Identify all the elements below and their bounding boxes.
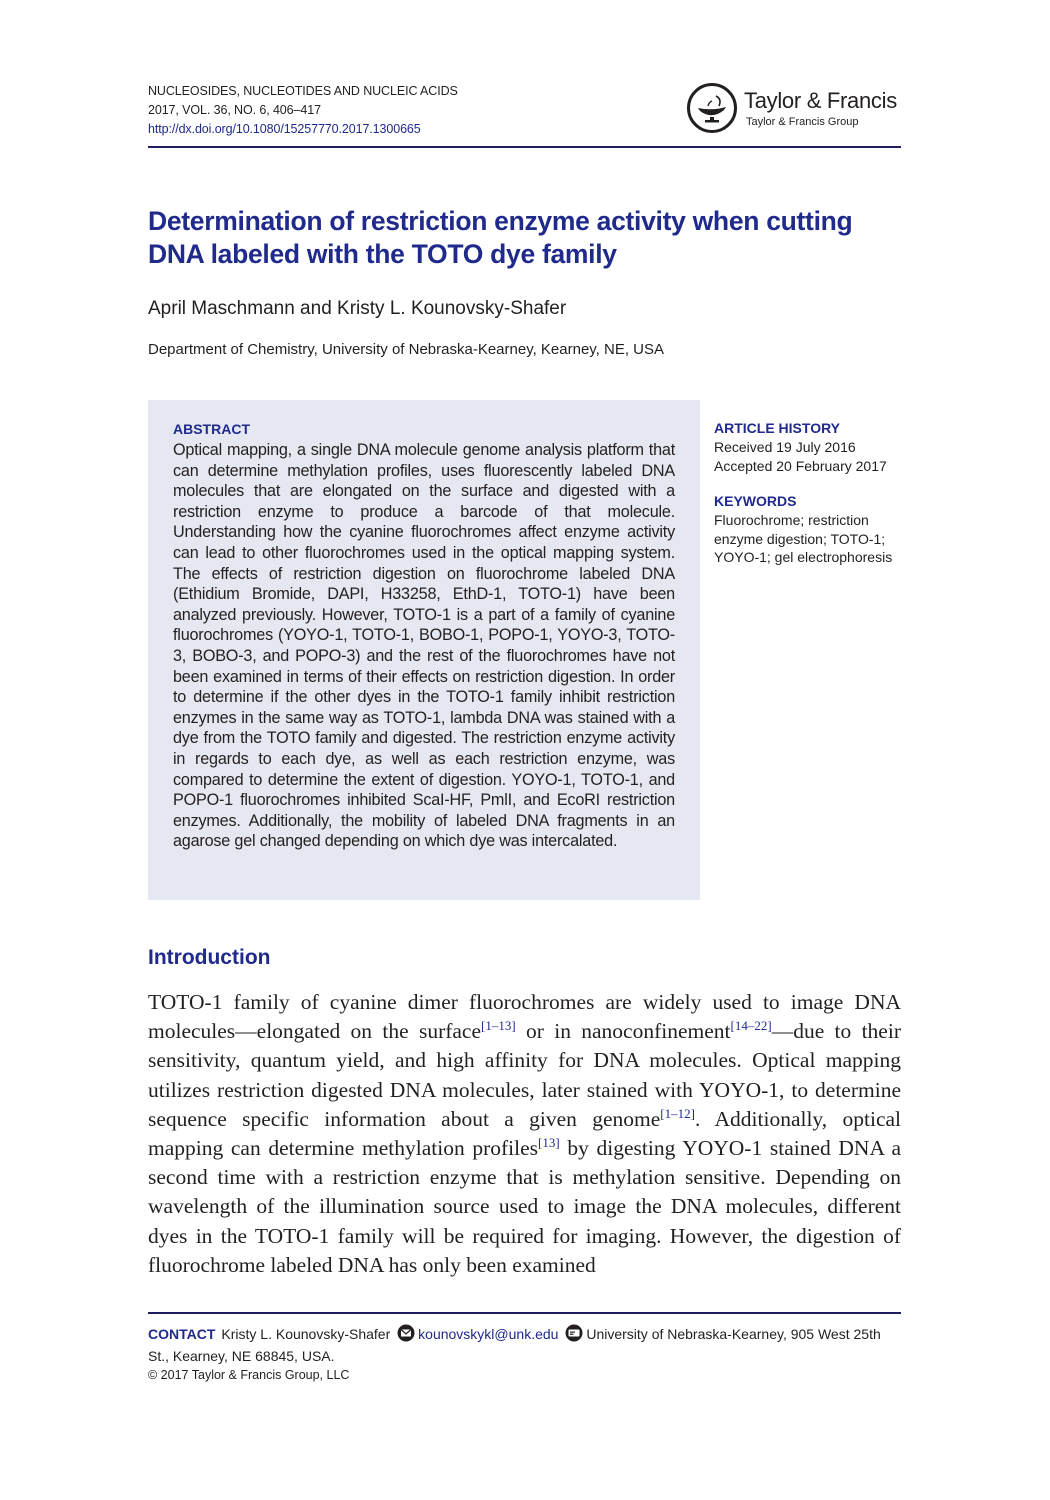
- journal-header: [148, 80, 901, 148]
- publisher-name: Taylor & Francis: [744, 88, 897, 113]
- page: [148, 0, 901, 1500]
- keywords-heading: KEYWORDS: [714, 493, 797, 509]
- author-affiliation: Department of Chemistry, University of Nebraska-Kearney, Kearney, NE, USA: [148, 341, 665, 358]
- abstract-heading: ABSTRACT: [173, 421, 250, 437]
- intro-text-1: TOTO-1 family of cyanine dimer fluorochromes are widely used to image DNA molecules—elongated on the surface: [148, 990, 901, 1044]
- abstract-box: [148, 400, 700, 900]
- intro-text-5: by digesting YOYO-1 stained DNA a second time with a restriction enzyme that is methylation sensitive. Depending on wavelength of the illumination source used to image the DNA molecules, different dyes in the TOTO-1 family will be required for imaging. However, the digestion of fluorochrome labeled DNA has only been examined: [148, 1136, 901, 1277]
- keywords-list: Fluorochrome; restriction enzyme digestion; TOTO-1; YOYO-1; gel electrophoresis: [714, 512, 893, 565]
- doi-link[interactable]: http://dx.doi.org/10.1080/15257770.2017.1300665: [148, 122, 421, 136]
- address-icon: [565, 1324, 583, 1347]
- lamp-emblem-icon: [686, 82, 738, 134]
- intro-text-4: . Additionally, optical mapping can determine methylation profiles: [148, 1106, 901, 1161]
- citation-link[interactable]: [1–13]: [481, 1018, 516, 1034]
- introduction-paragraph: [148, 988, 901, 1280]
- article-sidebar: [714, 420, 904, 567]
- contact-address: University of Nebraska-Kearney, 905 West 25th St., Kearney, NE 68845, USA.: [148, 1326, 881, 1364]
- citation-link[interactable]: [13]: [538, 1135, 560, 1151]
- header-divider: [148, 146, 901, 148]
- article-history-heading: ARTICLE HISTORY: [714, 420, 841, 436]
- email-icon: [397, 1324, 415, 1347]
- article-title: Determination of restriction enzyme activity when cutting DNA labeled with the TOTO dye family: [148, 206, 853, 269]
- journal-name: NUCLEOSIDES, NUCLEOTIDES AND NUCLEIC ACIDS: [148, 84, 458, 98]
- abstract-text: Optical mapping, a single DNA molecule genome analysis platform that can determine methylation profiles, uses fluorescently labeled DNA molecules that are elongated on the surface and digested with a restriction enzyme to produce a barcode of that molecule. Understanding how the cyanine fluorochromes affect enzyme activity can lead to other fluorochromes used in the optical mapping system. The effects of restriction digestion on fluorochrome labeled DNA (Ethidium Bromide, DAPI, H33258, EthD-1, TOTO-1) have been analyzed previously. However, TOTO-1 is a part of a family of cyanine fluorochromes (YOYO-1, TOTO-1, BOBO-1, POPO-1, YOYO-3, TOTO-3, BOBO-3, and POPO-3) and the rest of the fluorochromes have not been examined in terms of their effects on restriction digestion. In order to determine if the other dyes in the TOTO-1 family inhibit restriction enzymes in the same way as TOTO-1, lambda DNA was stained with a dye from the TOTO family and digested. The restriction enzyme activity in regards to each dye, as well as each restriction enzyme, was compared to determine the extent of digestion. YOYO-1, TOTO-1, and POPO-1 fluorochromes inhibited ScaI-HF, PmlI, and EcoRI restriction enzymes. Additionally, the mobility of labeled DNA fragments in an agarose gel changed depending on which dye was intercalated.: [173, 441, 675, 851]
- publisher-group: Taylor & Francis Group: [746, 116, 859, 128]
- footer-divider: [148, 1312, 901, 1314]
- intro-text-3: —due to their sensitivity, quantum yield, and high affinity for DNA molecules. Optical mapping utilizes restriction digested DNA molecules, later stained with YOYO-1, to determine sequence specific information about a given genome: [148, 1019, 901, 1131]
- contact-name: Kristy L. Kounovsky-Shafer: [221, 1326, 391, 1342]
- publisher-logo: [686, 82, 901, 136]
- citation-link[interactable]: [14–22]: [730, 1018, 772, 1034]
- contact-label: CONTACT: [148, 1326, 216, 1342]
- contact-email[interactable]: kounovskykl@unk.edu: [418, 1326, 559, 1342]
- received-date: Received 19 July 2016: [714, 439, 856, 455]
- contact-info: [148, 1324, 901, 1366]
- article-authors: April Maschmann and Kristy L. Kounovsky-Shafer: [148, 298, 567, 319]
- citation-link[interactable]: [1–12]: [660, 1105, 695, 1121]
- introduction-heading: Introduction: [148, 946, 271, 969]
- journal-volume: 2017, VOL. 36, NO. 6, 406–417: [148, 103, 321, 117]
- accepted-date: Accepted 20 February 2017: [714, 457, 887, 474]
- journal-info: [148, 82, 458, 139]
- intro-text-2: or in nanoconfinement: [515, 1019, 731, 1044]
- copyright: © 2017 Taylor & Francis Group, LLC: [148, 1368, 350, 1382]
